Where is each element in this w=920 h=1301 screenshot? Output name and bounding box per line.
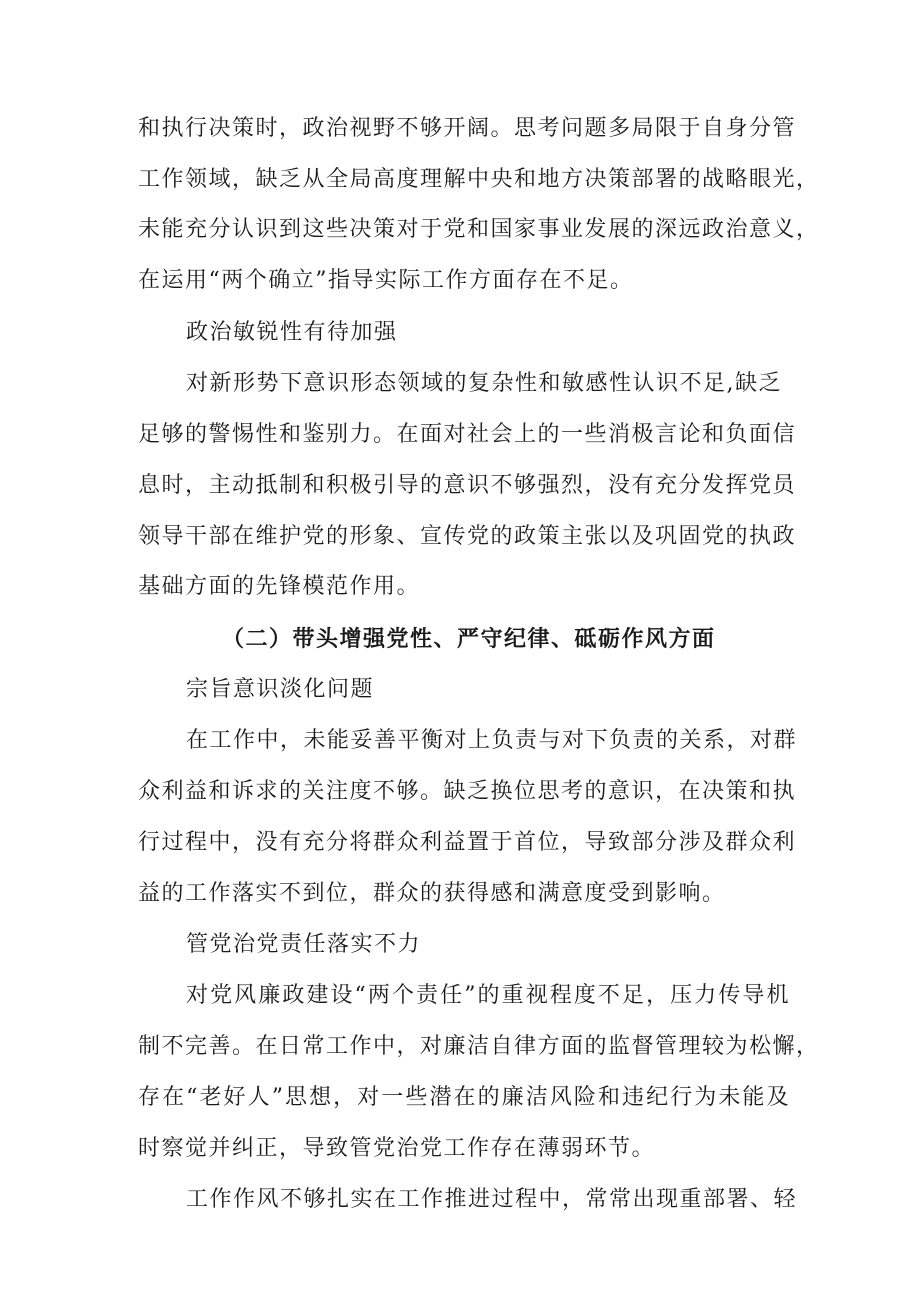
paragraph-line: 在运用“两个确立”指导实际工作方面存在不足。: [138, 268, 634, 293]
paragraph-line: 工作领域，缺乏从全局高度理解中央和地方决策部署的战略眼光，: [138, 167, 820, 192]
paragraph-line: 和执行决策时，政治视野不够开阔。思考问题多局限于自身分管: [138, 116, 797, 141]
paragraph-line: 众利益和诉求的关注度不够。缺乏换位思考的意识，在决策和执: [138, 779, 797, 804]
paragraph-line: 基础方面的先锋模范作用。: [138, 574, 421, 599]
paragraph-line: 对党风廉政建设“两个责任”的重视程度不足，压力传导机: [186, 983, 790, 1008]
section-subheading: 管党治党责任落实不力: [186, 932, 422, 957]
paragraph-line: 行过程中，没有充分将群众利益置于首位，导致部分涉及群众利: [138, 830, 797, 855]
section-subheading: 政治敏锐性有待加强: [186, 320, 398, 345]
paragraph-line: 存在“老好人”思想，对一些潜在的廉洁风险和违纪行为未能及: [138, 1085, 790, 1110]
paragraph-line: 制不完善。在日常工作中，对廉洁自律方面的监督管理较为松懈，: [138, 1034, 820, 1059]
paragraph-line: 未能充分认识到这些决策对于党和国家事业发展的深远政治意义，: [138, 217, 820, 242]
section-heading: （二）带头增强党性、严守纪律、砥砺作风方面: [222, 626, 716, 652]
paragraph-line: 时察觉并纠正，导致管党治党工作存在薄弱环节。: [138, 1136, 656, 1161]
paragraph-line: 工作作风不够扎实在工作推进过程中，常常出现重部署、轻: [186, 1187, 798, 1212]
paragraph-line: 息时，主动抵制和积极引导的意识不够强烈，没有充分发挥党员: [138, 473, 797, 498]
section-subheading: 宗旨意识淡化问题: [186, 677, 375, 702]
paragraph-line: 足够的警惕性和鉴别力。在面对社会上的一些消极言论和负面信: [138, 422, 797, 447]
paragraph-line: 对新形势下意识形态领域的复杂性和敏感性认识不足,缺乏: [186, 371, 782, 396]
paragraph-line: 在工作中，未能妥善平衡对上负责与对下负责的关系，对群: [186, 728, 798, 753]
paragraph-line: 益的工作落实不到位，群众的获得感和满意度受到影响。: [138, 881, 726, 906]
paragraph-line: 领导干部在维护党的形象、宣传党的政策主张以及巩固党的执政: [138, 524, 797, 549]
